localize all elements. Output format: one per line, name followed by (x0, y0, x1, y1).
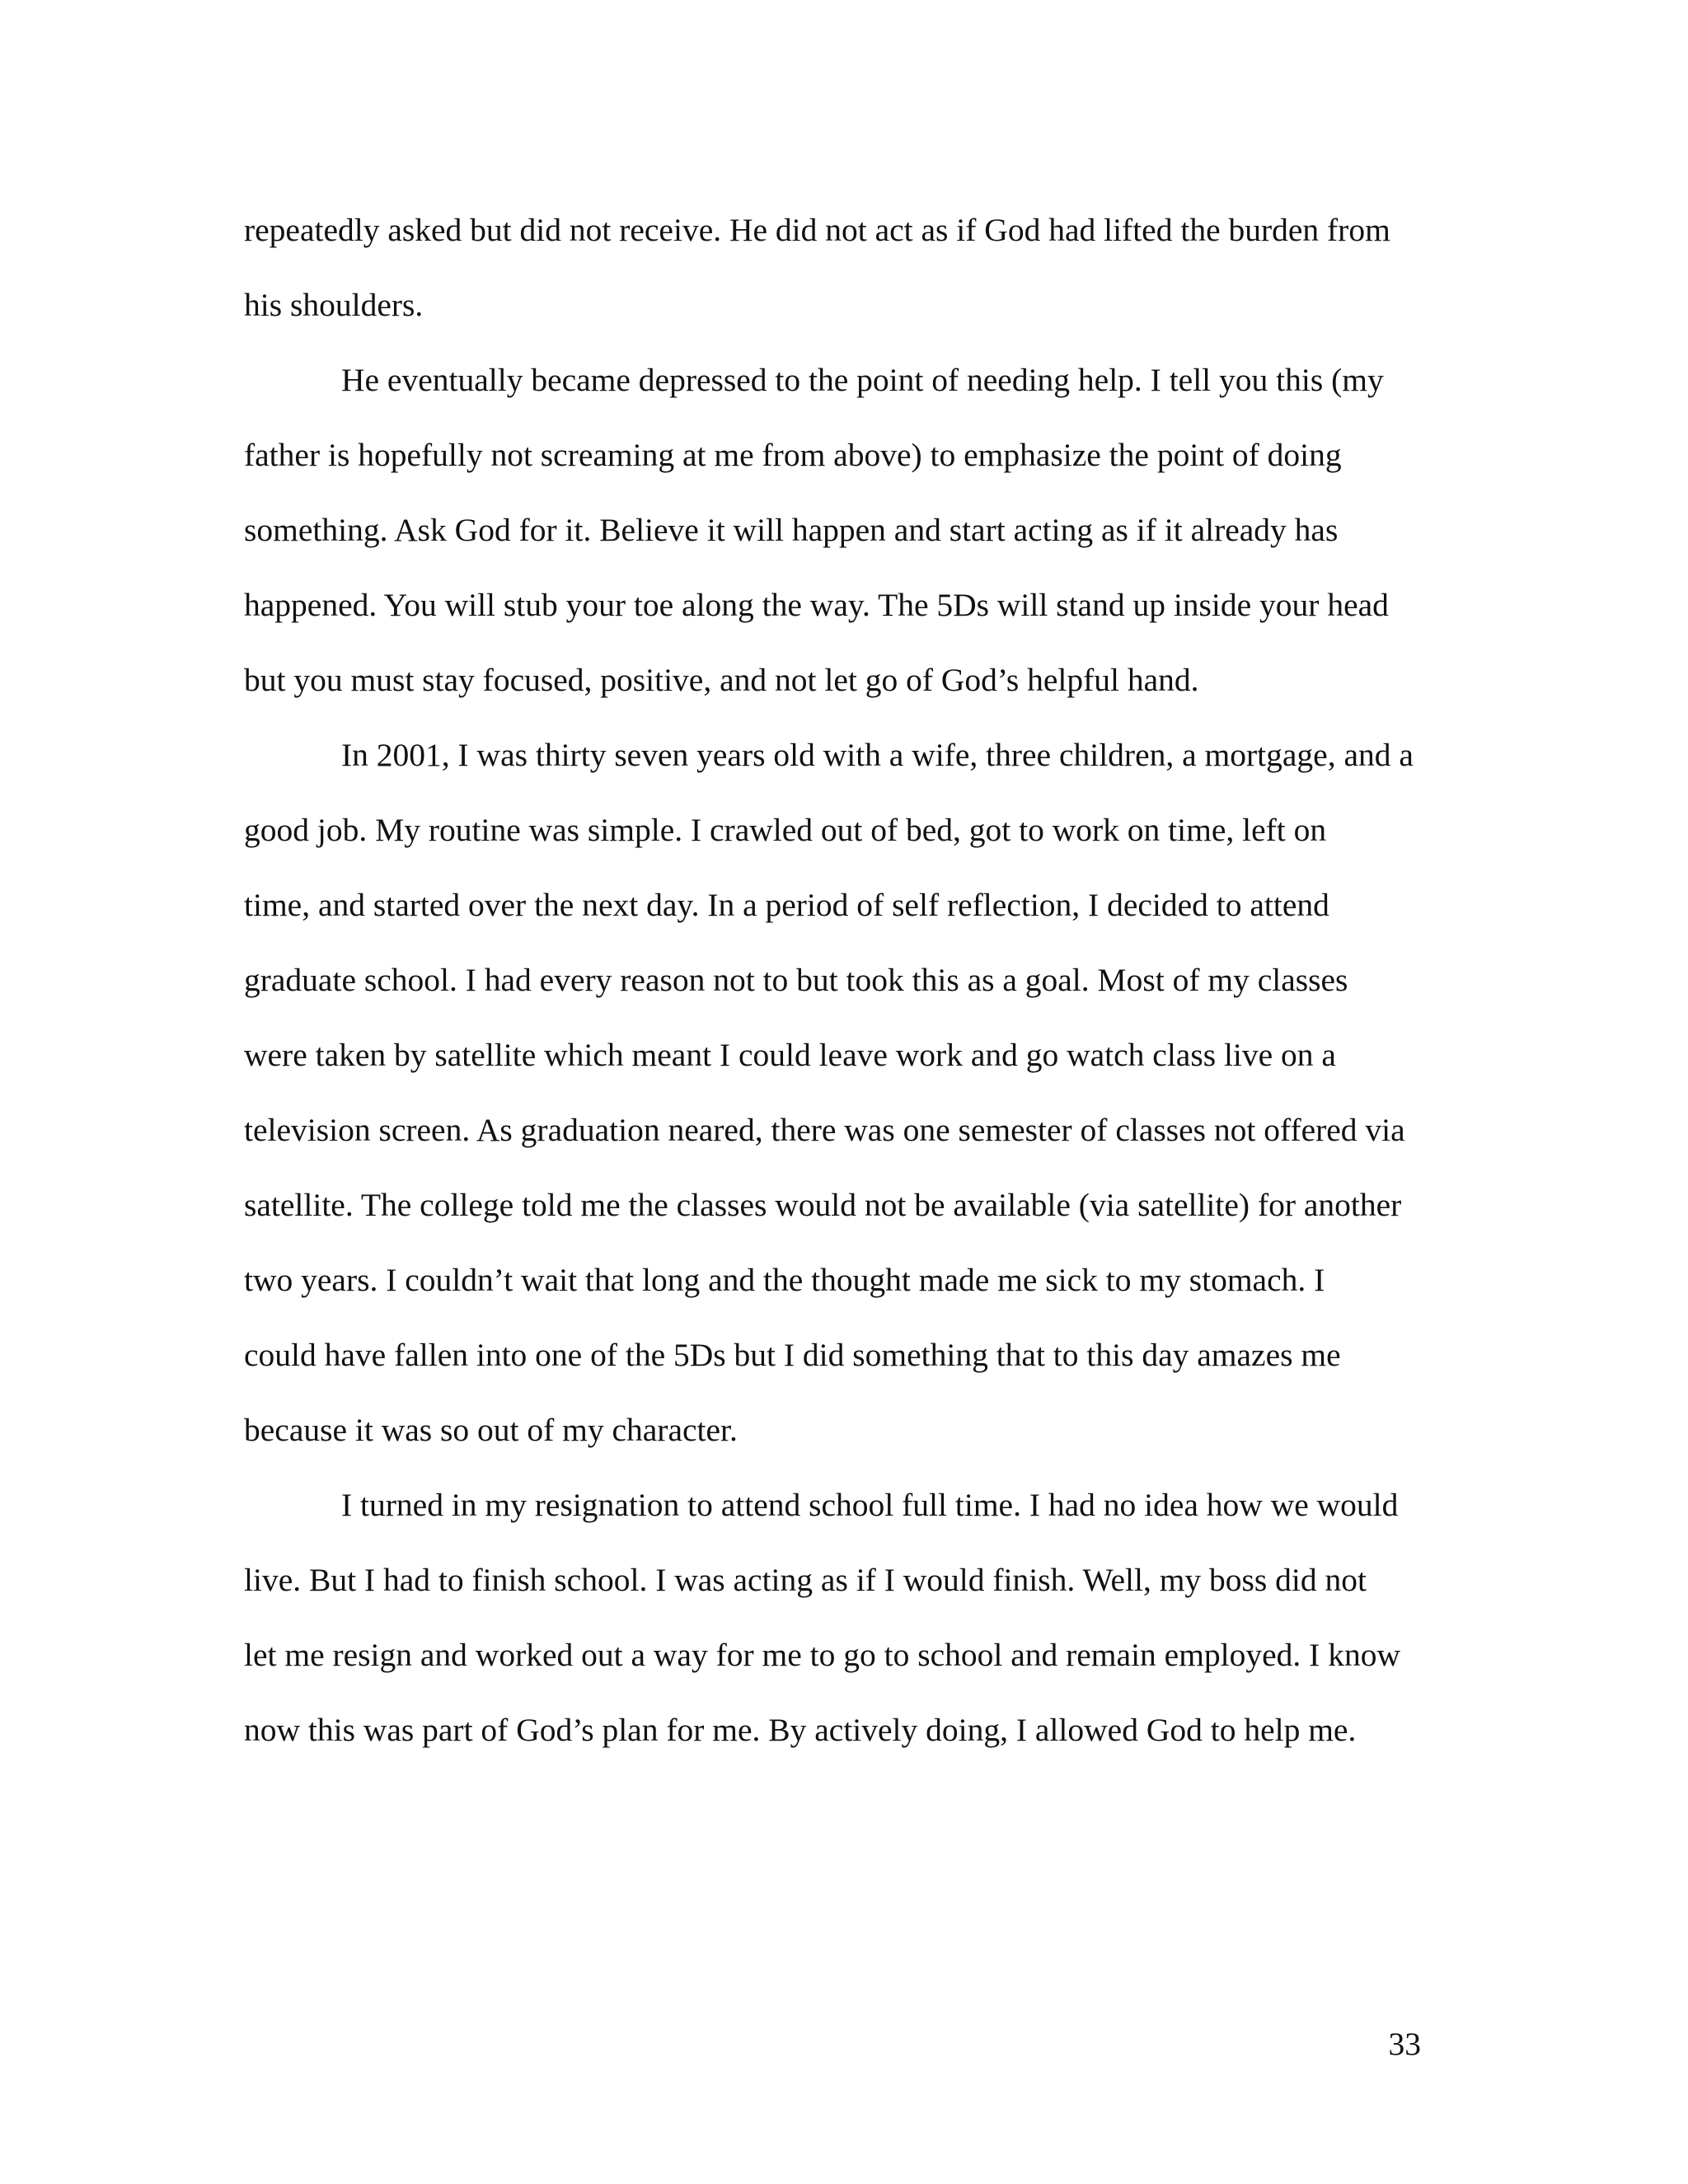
page-number: 33 (1388, 2026, 1421, 2062)
text-line: graduate school. I had every reason not to but took this as a goal. Most of my classes (244, 962, 1348, 998)
text-line: let me resign and worked out a way for me to go to school and remain employed. I know (244, 1637, 1400, 1673)
text-line: satellite. The college told me the classes would not be available (via satellite) for another (244, 1187, 1402, 1223)
paragraph (244, 343, 1431, 718)
text-line: but you must stay focused, positive, and not let go of God’s helpful hand. (244, 662, 1199, 698)
text-line: I turned in my resignation to attend school full time. I had no idea how we would (341, 1487, 1399, 1523)
text-line: He eventually became depressed to the point of needing help. I tell you this (my (341, 362, 1384, 398)
text-line: because it was so out of my character. (244, 1412, 738, 1448)
text-line: two years. I couldn’t wait that long and the thought made me sick to my stomach. I (244, 1262, 1325, 1298)
paragraph (244, 718, 1431, 1468)
text-line: father is hopefully not screaming at me from above) to emphasize the point of doing (244, 437, 1342, 473)
text-line: now this was part of God’s plan for me. By actively doing, I allowed God to help me. (244, 1712, 1357, 1748)
text-line: television screen. As graduation neared, there was one semester of classes not offered via (244, 1112, 1405, 1148)
paragraph (244, 193, 1431, 343)
text-line: good job. My routine was simple. I crawled out of bed, got to work on time, left on (244, 812, 1327, 848)
text-line: were taken by satellite which meant I could leave work and go watch class live on a (244, 1037, 1336, 1073)
text-line: something. Ask God for it. Believe it will happen and start acting as if it already has (244, 512, 1339, 548)
text-line: could have fallen into one of the 5Ds but I did something that to this day amazes me (244, 1337, 1341, 1373)
text-line: repeatedly asked but did not receive. He did not act as if God had lifted the burden from (244, 212, 1390, 248)
text-line: In 2001, I was thirty seven years old with a wife, three children, a mortgage, and a (341, 737, 1414, 773)
paragraph (244, 1468, 1431, 1768)
text-line: live. But I had to finish school. I was acting as if I would finish. Well, my boss did not (244, 1562, 1367, 1598)
text-line: happened. You will stub your toe along the way. The 5Ds will stand up inside your head (244, 587, 1389, 623)
body-text (244, 193, 1431, 1768)
text-line: time, and started over the next day. In a period of self reflection, I decided to attend (244, 887, 1329, 923)
text-line: his shoulders. (244, 287, 424, 323)
